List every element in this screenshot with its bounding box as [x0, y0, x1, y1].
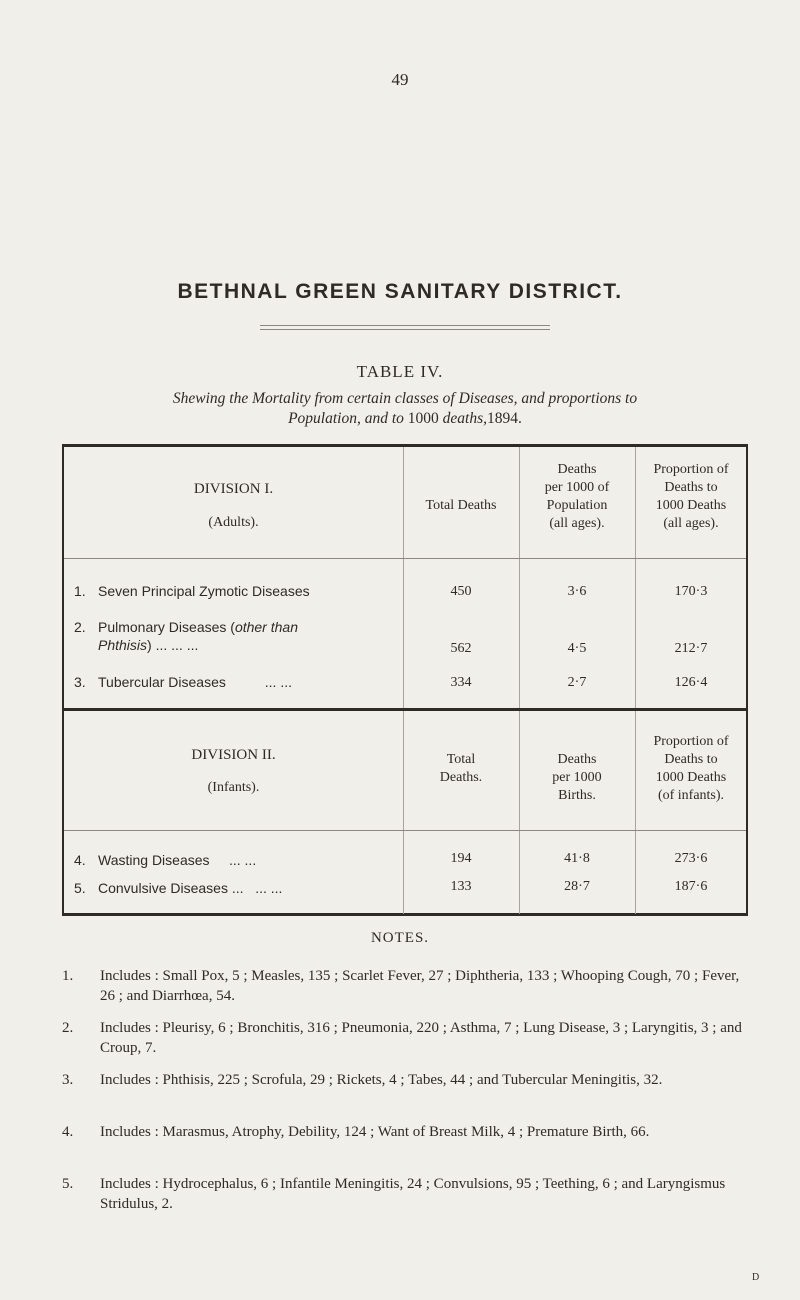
division-2-subheading: (Infants).: [207, 780, 260, 795]
row-text: Pulmonary Diseases (: [98, 619, 235, 635]
header-line: (of infants).: [657, 788, 725, 803]
header-line: Deaths: [557, 462, 597, 477]
row-dots: ... ...: [255, 880, 283, 896]
table-row-label: [74, 618, 404, 654]
header-line: Births.: [558, 788, 596, 803]
header-line: Deaths to: [664, 752, 718, 767]
division-1-heading: DIVISION I.: [193, 481, 274, 497]
header-deaths-per-population: [519, 461, 635, 533]
subtitle-line-2b: 1000: [407, 410, 439, 427]
subtitle-line-1: Shewing the Mortality from certain classes of Diseases, and proportions to: [172, 390, 638, 407]
note-number: 1.: [62, 968, 74, 984]
cell-per: 2·7: [567, 675, 587, 690]
cell-prop: 126·4: [674, 675, 708, 690]
cell-prop: 273·6: [674, 851, 708, 866]
header-line: 1000 Deaths: [655, 498, 727, 513]
note-number: 5.: [62, 1176, 74, 1192]
row-number: 3.: [74, 674, 86, 690]
note-number: 3.: [62, 1072, 74, 1088]
page-title: BETHNAL GREEN SANITARY DISTRICT.: [177, 280, 623, 303]
table-row-label: 5. Convulsive Diseases ... ... ...: [74, 880, 283, 896]
cell-total: 133: [450, 879, 472, 894]
table-row-label: [74, 673, 404, 691]
cell-total: 562: [450, 641, 472, 656]
note-item: [62, 966, 752, 1006]
cell-per: 28·7: [564, 879, 590, 894]
row-number: 4.: [74, 852, 86, 868]
cell-per: 4·5: [567, 641, 587, 656]
row-number: 5.: [74, 880, 86, 896]
note-text: Includes : Pleurisy, 6 ; Bronchitis, 316 ; Pneumonia, 220 ; Asthma, 7 ; Lung Disease, 3 ; Laryngitis, 3 ; and Croup, 7.: [100, 1020, 742, 1056]
header-rule-division-1: [64, 558, 746, 559]
header-total-deaths-infants: [403, 751, 519, 787]
note-item: [62, 1174, 752, 1214]
note-item: [62, 1070, 752, 1090]
note-text: Includes : Hydrocephalus, 6 ; Infantile Meningitis, 24 ; Convulsions, 95 ; Teething, 6 ; and Laryngismus Stridulus, 2.: [100, 1176, 726, 1212]
row-text: Tubercular Diseases: [98, 674, 226, 690]
row-text-cont: Phthisis: [98, 637, 148, 653]
row-text-italic: other than: [234, 619, 298, 635]
cell-prop: 212·7: [674, 641, 708, 656]
header-proportion-deaths: [635, 461, 747, 533]
page-number: 49: [391, 70, 409, 89]
header-line: Deaths.: [439, 770, 483, 785]
header-line: Deaths: [557, 752, 597, 767]
division-separator: [64, 708, 746, 711]
note-number: 4.: [62, 1124, 74, 1140]
header-line: Deaths to: [664, 480, 718, 495]
row-text: Convulsive Diseases: [98, 880, 228, 896]
header-line: Proportion of: [653, 734, 729, 749]
title-rule-bottom: [260, 329, 550, 330]
header-line: Proportion of: [653, 462, 729, 477]
table-title: TABLE IV.: [356, 362, 444, 381]
row-dots: ... ...: [228, 852, 257, 868]
notes-title: NOTES.: [370, 930, 430, 946]
cell-total: 450: [450, 584, 472, 599]
header-line: (all ages).: [663, 516, 719, 531]
cell-per: 3·6: [567, 584, 587, 599]
subtitle-line-2a: Population, and to: [288, 410, 404, 427]
note-item: [62, 1122, 752, 1142]
title-rule-top: [260, 325, 550, 326]
note-text: Includes : Small Pox, 5 ; Measles, 135 ; Scarlet Fever, 27 ; Diphtheria, 133 ; Whooping Cough, 70 ; Fever, 26 ; and Diarrhœa, 54.: [100, 968, 740, 1004]
row-dots: ... ...: [264, 674, 293, 690]
header-line: Total: [446, 752, 476, 767]
header-deaths-per-births: [519, 751, 635, 805]
header-line: Population: [546, 498, 608, 513]
cell-prop: 187·6: [674, 879, 708, 894]
header-line: per 1000: [552, 770, 602, 785]
header-line: (all ages).: [549, 516, 605, 531]
header-total-deaths: Total Deaths: [425, 498, 497, 513]
row-text: Wasting Diseases: [98, 852, 210, 868]
cell-total: 334: [450, 675, 472, 690]
mortality-table: [62, 444, 748, 916]
note-item: [62, 1018, 752, 1058]
header-line: 1000 Deaths: [655, 770, 727, 785]
header-proportion-infants: [635, 733, 747, 805]
cell-total: 194: [450, 851, 472, 866]
cell-prop: 170·3: [674, 584, 708, 599]
note-text: Includes : Phthisis, 225 ; Scrofula, 29 ; Rickets, 4 ; Tabes, 44 ; and Tubercular Meningitis, 32.: [100, 1072, 663, 1088]
row-number: 1.: [74, 583, 86, 599]
note-number: 2.: [62, 1020, 74, 1036]
row-number: 2.: [74, 619, 86, 635]
table-subtitle: [170, 389, 640, 429]
table-row-label: [74, 851, 404, 869]
row-text: Seven Principal Zymotic Diseases: [98, 583, 310, 599]
subtitle-line-2c: deaths,: [442, 410, 488, 427]
signature-mark: D: [752, 1272, 760, 1283]
table-row-label: [74, 582, 404, 600]
row-dots: ) ... ... ...: [147, 637, 199, 653]
note-text: Includes : Marasmus, Atrophy, Debility, 124 ; Want of Breast Milk, 4 ; Premature Birth, 66.: [100, 1124, 650, 1140]
header-rule-division-2: [64, 830, 746, 831]
cell-per: 41·8: [564, 851, 590, 866]
division-2-heading: DIVISION II.: [191, 747, 276, 763]
subtitle-line-2d: 1894.: [487, 410, 522, 427]
division-1-subheading: (Adults).: [208, 515, 259, 530]
header-line: per 1000 of: [544, 480, 610, 495]
